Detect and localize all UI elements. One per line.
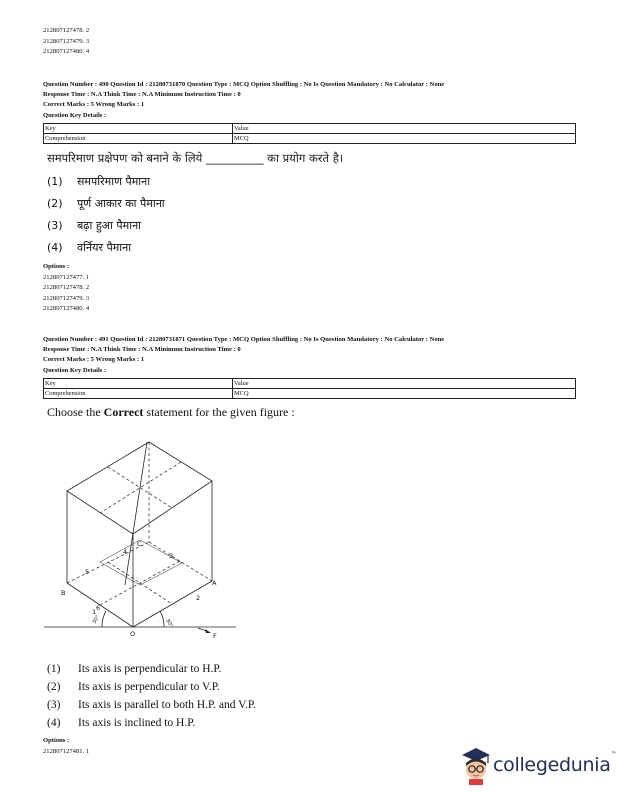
choice-number: (1)	[47, 663, 61, 675]
q490-header-line1: Question Number : 490 Question Id : 21280731870 Question Type : MCQ Option Shuffling : No Is Question Mandatory : No Calculator : None	[43, 81, 445, 88]
q491-header-line1: Question Number : 491 Question Id : 21280731871 Question Type : MCQ Option Shuffling : No Is Question Mandatory : No Calculator : None	[43, 336, 445, 343]
q490-choice	[47, 218, 141, 233]
q490-header	[43, 80, 444, 120]
choice-number: (4)	[47, 241, 63, 254]
q491-marks: Correct Marks : 5 Wrong Marks : 1	[43, 356, 145, 364]
options-label: Options :	[43, 263, 70, 270]
q490-question-text: समपरिमाण प्रक्षेपण को बनाने के लिये __________ का प्रयोग करते है।	[47, 151, 344, 165]
choice-number: (1)	[47, 175, 63, 188]
q491-choice	[47, 717, 195, 729]
q491-question-text	[47, 405, 295, 420]
label-c: C	[137, 540, 142, 548]
center-line	[100, 561, 180, 605]
table-header-value: Value	[234, 380, 249, 387]
options-label: Options :	[43, 737, 70, 744]
table-cell-key: Comprehension	[44, 134, 233, 143]
top-options	[43, 26, 89, 58]
label-f: F	[213, 632, 217, 640]
choice-text: Its axis is inclined to H.P.	[78, 717, 196, 729]
q491-choice	[47, 681, 220, 693]
arrow-head	[205, 629, 211, 633]
table-cell-key: Comprehension	[44, 389, 233, 398]
student-mascot-icon	[459, 745, 493, 785]
label-3: 3	[169, 552, 174, 560]
q491-options	[43, 736, 89, 757]
label-7: 1	[92, 608, 97, 616]
angle-label: 30°	[164, 618, 174, 629]
q490-choice	[47, 196, 165, 211]
table-header-key: Key	[44, 379, 233, 388]
q491-choice	[47, 699, 256, 711]
isometric-figure	[40, 430, 240, 648]
label-a: A	[212, 579, 217, 587]
label-2: 2	[196, 594, 201, 602]
choice-text: Its axis is parallel to both H.P. and V.P.	[78, 699, 256, 711]
angle-label: 30°	[91, 614, 102, 625]
option-id: 212807127478. 2	[43, 27, 90, 34]
option-id: 212807127477. 1	[43, 273, 90, 281]
angle-arc	[102, 611, 106, 627]
q490-marks: Correct Marks : 5 Wrong Marks : 1	[43, 101, 145, 109]
choice-text: Its axis is perpendicular to V.P.	[78, 681, 220, 693]
base-edge	[133, 581, 212, 627]
option-id: 212807127480. 4	[43, 305, 90, 313]
q491-choice	[47, 663, 221, 675]
angle-arc	[160, 611, 164, 627]
q491-key-table	[43, 378, 576, 399]
label-b: B	[61, 589, 66, 597]
option-id: 212807127478. 2	[43, 284, 90, 292]
trademark: ™	[610, 751, 617, 758]
q490-choice	[47, 240, 131, 255]
question-text-bold: Correct	[103, 405, 144, 419]
q491-key-details: Question Key Details :	[43, 366, 107, 374]
table-cell-value: MCQ	[234, 135, 249, 142]
option-id: 212807127481. 1	[43, 747, 90, 755]
choice-text: पूर्ण आकार का पैमाना	[77, 197, 165, 210]
logo-wordmark: collegedunia	[493, 754, 611, 776]
label-5: 5	[85, 568, 90, 576]
table-header-value: Value	[234, 125, 249, 132]
choice-number: (2)	[47, 197, 63, 210]
option-id: 212807127479. 3	[43, 37, 90, 45]
hidden-edge	[67, 542, 149, 583]
label-o: O	[130, 630, 136, 638]
question-text-part: statement for the given figure :	[143, 405, 295, 419]
choice-number: (2)	[47, 681, 61, 693]
table-header-key: Key	[44, 124, 233, 133]
collegedunia-logo	[459, 745, 617, 785]
choice-number: (3)	[47, 219, 63, 232]
choice-text: वर्नियर पैमाना	[77, 241, 132, 254]
q491-header-line2: Response Time : N.A Think Time : N.A Minimum Instruction Time : 0	[43, 345, 241, 353]
choice-text: बढ़ा हुआ पैमाना	[77, 219, 142, 232]
q490-key-table	[43, 123, 576, 144]
label-1: 4	[123, 548, 128, 556]
option-id: 212807127479. 3	[43, 294, 90, 302]
option-id: 212807127480. 4	[43, 48, 90, 56]
choice-number: (3)	[47, 699, 61, 711]
choice-text: समपरिमाण पैमाना	[77, 175, 151, 188]
q490-choice	[47, 174, 150, 189]
choice-number: (4)	[47, 717, 61, 729]
central-axis	[125, 442, 147, 585]
q490-header-line2: Response Time : N.A Think Time : N.A Minimum Instruction Time : 0	[43, 90, 241, 98]
q491-header	[43, 335, 444, 375]
label-6: 6	[96, 604, 101, 612]
q490-key-details: Question Key Details :	[43, 111, 107, 119]
top-face	[67, 442, 212, 534]
choice-text: Its axis is perpendicular to H.P.	[78, 663, 222, 675]
center-line	[100, 462, 181, 513]
q490-options	[43, 262, 89, 315]
table-cell-value: MCQ	[234, 390, 249, 397]
question-text-part: Choose the	[47, 405, 104, 419]
